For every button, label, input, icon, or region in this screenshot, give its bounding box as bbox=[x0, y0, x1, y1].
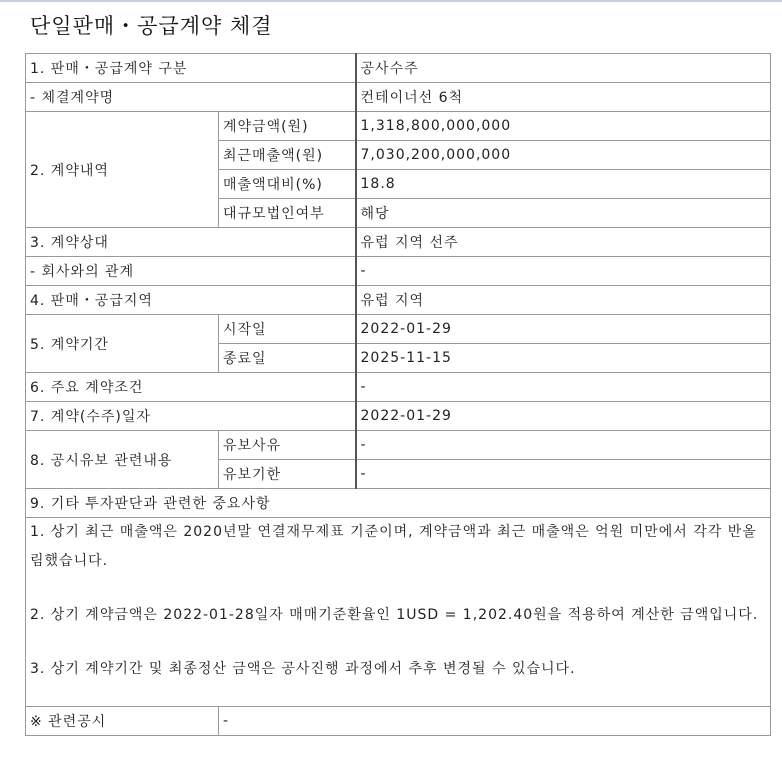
label-contract-type: 1. 판매・공급계약 구분 bbox=[26, 54, 356, 83]
label-contract-name: - 체결계약명 bbox=[26, 83, 356, 112]
label-relationship: - 회사와의 관계 bbox=[26, 257, 356, 286]
row-other-matters bbox=[26, 489, 771, 518]
label-sales-ratio: 매출액대비(%) bbox=[219, 170, 356, 199]
disclosure-table bbox=[25, 53, 771, 736]
label-contract-details: 2. 계약내역 bbox=[26, 112, 219, 228]
label-related-disclosure: ※ 관련공시 bbox=[26, 707, 219, 736]
notes-cell bbox=[26, 518, 771, 707]
note-3: 3. 상기 계약기간 및 최종정산 금액은 공사진행 과정에서 추후 변경될 수 있습니다. bbox=[30, 661, 576, 677]
value-contract-amount: 1,318,800,000,000 bbox=[356, 112, 771, 141]
value-contract-type: 공사수주 bbox=[356, 54, 771, 83]
row-contract-amount bbox=[26, 112, 771, 141]
label-counterparty: 3. 계약상대 bbox=[26, 228, 356, 257]
value-recent-sales: 7,030,200,000,000 bbox=[356, 141, 771, 170]
row-counterparty bbox=[26, 228, 771, 257]
row-supply-region bbox=[26, 286, 771, 315]
value-large-corp: 해당 bbox=[356, 199, 771, 228]
value-related-disclosure: - bbox=[219, 707, 771, 736]
label-start-date: 시작일 bbox=[219, 315, 356, 344]
label-deferral: 8. 공시유보 관련내용 bbox=[26, 431, 219, 489]
value-contract-date: 2022-01-29 bbox=[356, 402, 771, 431]
value-counterparty: 유럽 지역 선주 bbox=[356, 228, 771, 257]
label-contract-period: 5. 계약기간 bbox=[26, 315, 219, 373]
value-supply-region: 유럽 지역 bbox=[356, 286, 771, 315]
value-sales-ratio: 18.8 bbox=[356, 170, 771, 199]
label-recent-sales: 최근매출액(원) bbox=[219, 141, 356, 170]
top-border-line bbox=[0, 0, 782, 2]
label-deferral-reason: 유보사유 bbox=[219, 431, 356, 460]
value-deferral-reason: - bbox=[356, 431, 771, 460]
row-contract-date bbox=[26, 402, 771, 431]
row-relationship bbox=[26, 257, 771, 286]
label-large-corp: 대규모법인여부 bbox=[219, 199, 356, 228]
row-related-disclosure bbox=[26, 707, 771, 736]
value-contract-name: 컨테이너선 6척 bbox=[356, 83, 771, 112]
label-main-terms: 6. 주요 계약조건 bbox=[26, 373, 356, 402]
label-end-date: 종료일 bbox=[219, 344, 356, 373]
row-main-terms bbox=[26, 373, 771, 402]
row-contract-name bbox=[26, 83, 771, 112]
value-end-date: 2025-11-15 bbox=[356, 344, 771, 373]
label-other-matters: 9. 기타 투자판단과 관련한 중요사항 bbox=[26, 489, 771, 518]
label-deferral-deadline: 유보기한 bbox=[219, 460, 356, 489]
note-1: 1. 상기 최근 매출액은 2020년말 연결재무제표 기준이며, 계약금액과 최근 매출액은 억원 미만에서 각각 반올림했습니다. bbox=[30, 524, 757, 569]
label-contract-date: 7. 계약(수주)일자 bbox=[26, 402, 356, 431]
row-deferral-reason bbox=[26, 431, 771, 460]
row-contract-type bbox=[26, 54, 771, 83]
row-notes bbox=[26, 518, 771, 707]
label-contract-amount: 계약금액(원) bbox=[219, 112, 356, 141]
value-relationship: - bbox=[356, 257, 771, 286]
label-supply-region: 4. 판매・공급지역 bbox=[26, 286, 356, 315]
page-title: 단일판매・공급계약 체결 bbox=[30, 14, 273, 38]
note-2: 2. 상기 계약금액은 2022-01-28일자 매매기준환율인 1USD = 1,202.40원을 적용하여 계산한 금액입니다. bbox=[30, 607, 759, 623]
row-start-date bbox=[26, 315, 771, 344]
value-main-terms: - bbox=[356, 373, 771, 402]
value-deferral-deadline: - bbox=[356, 460, 771, 489]
value-start-date: 2022-01-29 bbox=[356, 315, 771, 344]
